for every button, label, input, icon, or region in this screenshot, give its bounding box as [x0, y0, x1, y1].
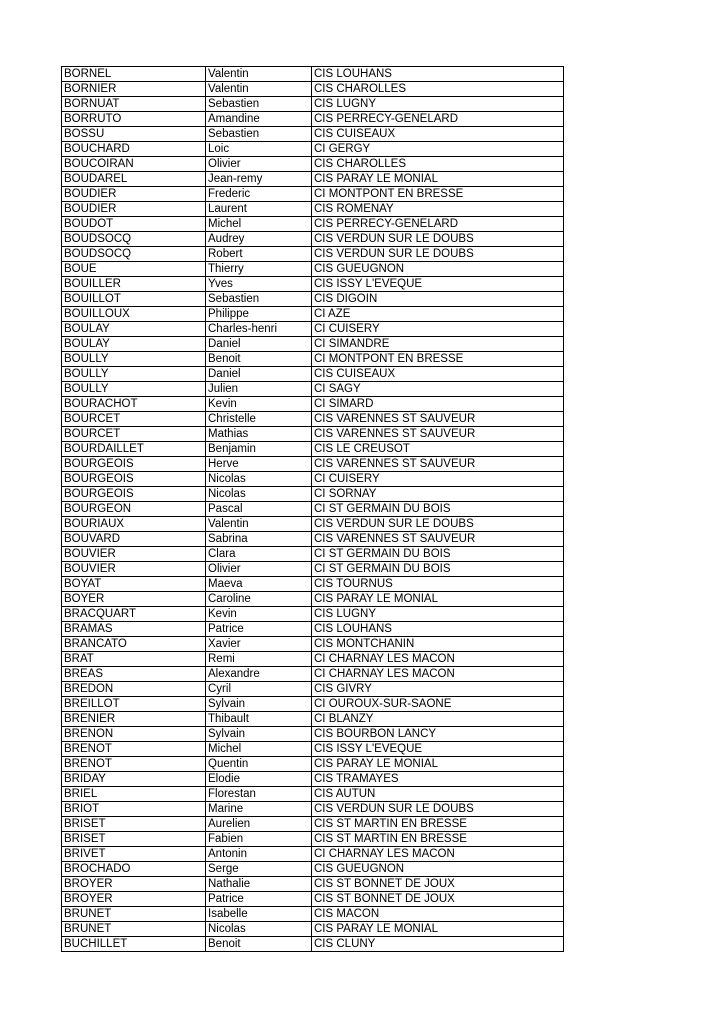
table-row	[62, 217, 564, 232]
fire-station-cell: CI GERGY	[312, 142, 564, 157]
table-row	[62, 622, 564, 637]
last-name-cell: BORNEL	[62, 67, 206, 82]
table-row	[62, 817, 564, 832]
first-name-cell: Serge	[206, 862, 312, 877]
table-row	[62, 352, 564, 367]
last-name-cell: BROYER	[62, 877, 206, 892]
last-name-cell: BOURACHOT	[62, 397, 206, 412]
last-name-cell: BRUNET	[62, 922, 206, 937]
last-name-cell: BOUDIER	[62, 187, 206, 202]
last-name-cell: BRUNET	[62, 907, 206, 922]
first-name-cell: Alexandre	[206, 667, 312, 682]
fire-station-cell: CIS ROMENAY	[312, 202, 564, 217]
table-row	[62, 412, 564, 427]
first-name-cell: Nicolas	[206, 472, 312, 487]
fire-station-cell: CIS PERRECY-GENELARD	[312, 217, 564, 232]
last-name-cell: BRIEL	[62, 787, 206, 802]
fire-station-cell: CIS ST MARTIN EN BRESSE	[312, 817, 564, 832]
last-name-cell: BOUDIER	[62, 202, 206, 217]
last-name-cell: BOURCET	[62, 427, 206, 442]
last-name-cell: BRISET	[62, 832, 206, 847]
first-name-cell: Daniel	[206, 367, 312, 382]
first-name-cell: Sabrina	[206, 532, 312, 547]
fire-station-cell: CIS VARENNES ST SAUVEUR	[312, 412, 564, 427]
first-name-cell: Valentin	[206, 67, 312, 82]
last-name-cell: BRANCATO	[62, 637, 206, 652]
table-row	[62, 547, 564, 562]
last-name-cell: BOUDSOCQ	[62, 232, 206, 247]
fire-station-cell: CIS BOURBON LANCY	[312, 727, 564, 742]
table-row	[62, 787, 564, 802]
first-name-cell: Michel	[206, 217, 312, 232]
table-row	[62, 457, 564, 472]
first-name-cell: Charles-henri	[206, 322, 312, 337]
first-name-cell: Patrice	[206, 892, 312, 907]
first-name-cell: Olivier	[206, 562, 312, 577]
first-name-cell: Florestan	[206, 787, 312, 802]
table-row	[62, 517, 564, 532]
table-row	[62, 67, 564, 82]
table-row	[62, 757, 564, 772]
fire-station-cell: CIS LOUHANS	[312, 67, 564, 82]
last-name-cell: BOUDSOCQ	[62, 247, 206, 262]
last-name-cell: BRENOT	[62, 757, 206, 772]
table-row	[62, 472, 564, 487]
last-name-cell: BOURGEON	[62, 502, 206, 517]
table-row	[62, 112, 564, 127]
first-name-cell: Pascal	[206, 502, 312, 517]
first-name-cell: Julien	[206, 382, 312, 397]
table-row	[62, 727, 564, 742]
fire-station-cell: CI CUISERY	[312, 472, 564, 487]
first-name-cell: Philippe	[206, 307, 312, 322]
fire-station-cell: CIS MACON	[312, 907, 564, 922]
first-name-cell: Sebastien	[206, 97, 312, 112]
last-name-cell: BOURCET	[62, 412, 206, 427]
table-row	[62, 97, 564, 112]
table-row	[62, 712, 564, 727]
fire-station-cell: CIS VARENNES ST SAUVEUR	[312, 532, 564, 547]
fire-station-cell: CI MONTPONT EN BRESSE	[312, 187, 564, 202]
table-row	[62, 382, 564, 397]
table-row	[62, 937, 564, 952]
fire-station-cell: CIS CUISEAUX	[312, 127, 564, 142]
fire-station-cell: CI ST GERMAIN DU BOIS	[312, 502, 564, 517]
fire-station-cell: CI ST GERMAIN DU BOIS	[312, 547, 564, 562]
fire-station-cell: CIS PARAY LE MONIAL	[312, 172, 564, 187]
fire-station-cell: CIS VARENNES ST SAUVEUR	[312, 457, 564, 472]
table-row	[62, 367, 564, 382]
table-row	[62, 922, 564, 937]
fire-station-cell: CI CHARNAY LES MACON	[312, 847, 564, 862]
last-name-cell: BRIOT	[62, 802, 206, 817]
table-row	[62, 862, 564, 877]
fire-station-cell: CIS LUGNY	[312, 607, 564, 622]
fire-station-cell: CIS MONTCHANIN	[312, 637, 564, 652]
table-row	[62, 442, 564, 457]
roster-table-body	[62, 67, 564, 952]
first-name-cell: Nicolas	[206, 487, 312, 502]
table-row	[62, 157, 564, 172]
last-name-cell: BORRUTO	[62, 112, 206, 127]
fire-station-cell: CIS TRAMAYES	[312, 772, 564, 787]
first-name-cell: Fabien	[206, 832, 312, 847]
first-name-cell: Remi	[206, 652, 312, 667]
fire-station-cell: CIS CHAROLLES	[312, 82, 564, 97]
first-name-cell: Marine	[206, 802, 312, 817]
fire-station-cell: CIS GIVRY	[312, 682, 564, 697]
first-name-cell: Laurent	[206, 202, 312, 217]
last-name-cell: BOURGEOIS	[62, 472, 206, 487]
first-name-cell: Thierry	[206, 262, 312, 277]
fire-station-cell: CI SAGY	[312, 382, 564, 397]
last-name-cell: BOULLY	[62, 352, 206, 367]
table-row	[62, 397, 564, 412]
table-row	[62, 562, 564, 577]
fire-station-cell: CIS VERDUN SUR LE DOUBS	[312, 232, 564, 247]
fire-station-cell: CIS ISSY L'EVEQUE	[312, 277, 564, 292]
last-name-cell: BOUILLOT	[62, 292, 206, 307]
first-name-cell: Michel	[206, 742, 312, 757]
first-name-cell: Maeva	[206, 577, 312, 592]
first-name-cell: Nathalie	[206, 877, 312, 892]
last-name-cell: BRACQUART	[62, 607, 206, 622]
first-name-cell: Sebastien	[206, 127, 312, 142]
fire-station-cell: CIS DIGOIN	[312, 292, 564, 307]
last-name-cell: BOYAT	[62, 577, 206, 592]
first-name-cell: Valentin	[206, 517, 312, 532]
table-row	[62, 577, 564, 592]
first-name-cell: Patrice	[206, 622, 312, 637]
fire-station-cell: CIS ST BONNET DE JOUX	[312, 877, 564, 892]
table-row	[62, 502, 564, 517]
fire-station-cell: CI BLANZY	[312, 712, 564, 727]
first-name-cell: Isabelle	[206, 907, 312, 922]
first-name-cell: Benoit	[206, 352, 312, 367]
fire-station-cell: CI SIMARD	[312, 397, 564, 412]
table-row	[62, 697, 564, 712]
fire-station-cell: CIS GUEUGNON	[312, 862, 564, 877]
first-name-cell: Sylvain	[206, 727, 312, 742]
first-name-cell: Frederic	[206, 187, 312, 202]
last-name-cell: BOURGEOIS	[62, 487, 206, 502]
first-name-cell: Quentin	[206, 757, 312, 772]
first-name-cell: Cyril	[206, 682, 312, 697]
last-name-cell: BROCHADO	[62, 862, 206, 877]
last-name-cell: BOUVARD	[62, 532, 206, 547]
first-name-cell: Daniel	[206, 337, 312, 352]
first-name-cell: Sebastien	[206, 292, 312, 307]
last-name-cell: BOUVIER	[62, 562, 206, 577]
first-name-cell: Valentin	[206, 82, 312, 97]
last-name-cell: BOULLY	[62, 382, 206, 397]
first-name-cell: Clara	[206, 547, 312, 562]
fire-station-cell: CIS GUEUGNON	[312, 262, 564, 277]
last-name-cell: BRENOT	[62, 742, 206, 757]
fire-station-cell: CIS VARENNES ST SAUVEUR	[312, 427, 564, 442]
last-name-cell: BRISET	[62, 817, 206, 832]
last-name-cell: BOULAY	[62, 322, 206, 337]
last-name-cell: BOSSU	[62, 127, 206, 142]
last-name-cell: BUCHILLET	[62, 937, 206, 952]
table-row	[62, 487, 564, 502]
fire-station-cell: CIS CLUNY	[312, 937, 564, 952]
first-name-cell: Xavier	[206, 637, 312, 652]
first-name-cell: Robert	[206, 247, 312, 262]
fire-station-cell: CI CHARNAY LES MACON	[312, 652, 564, 667]
fire-station-cell: CIS PARAY LE MONIAL	[312, 592, 564, 607]
table-row	[62, 847, 564, 862]
first-name-cell: Loic	[206, 142, 312, 157]
table-row	[62, 802, 564, 817]
table-row	[62, 667, 564, 682]
last-name-cell: BORNIER	[62, 82, 206, 97]
table-row	[62, 772, 564, 787]
last-name-cell: BREILLOT	[62, 697, 206, 712]
last-name-cell: BRAMAS	[62, 622, 206, 637]
first-name-cell: Olivier	[206, 157, 312, 172]
last-name-cell: BREAS	[62, 667, 206, 682]
fire-station-cell: CIS VERDUN SUR LE DOUBS	[312, 802, 564, 817]
table-row	[62, 172, 564, 187]
table-row	[62, 307, 564, 322]
first-name-cell: Benjamin	[206, 442, 312, 457]
table-row	[62, 202, 564, 217]
last-name-cell: BOULAY	[62, 337, 206, 352]
table-row	[62, 877, 564, 892]
table-row	[62, 127, 564, 142]
last-name-cell: BROYER	[62, 892, 206, 907]
table-row	[62, 82, 564, 97]
last-name-cell: BRENIER	[62, 712, 206, 727]
table-row	[62, 742, 564, 757]
first-name-cell: Kevin	[206, 397, 312, 412]
fire-station-cell: CI SIMANDRE	[312, 337, 564, 352]
last-name-cell: BOUCOIRAN	[62, 157, 206, 172]
fire-station-cell: CI AZE	[312, 307, 564, 322]
last-name-cell: BRENON	[62, 727, 206, 742]
table-row	[62, 892, 564, 907]
table-row	[62, 322, 564, 337]
fire-station-cell: CIS VERDUN SUR LE DOUBS	[312, 517, 564, 532]
fire-station-cell: CI CHARNAY LES MACON	[312, 667, 564, 682]
first-name-cell: Mathias	[206, 427, 312, 442]
fire-station-cell: CIS ST MARTIN EN BRESSE	[312, 832, 564, 847]
roster-table	[61, 66, 564, 952]
fire-station-cell: CIS PARAY LE MONIAL	[312, 922, 564, 937]
fire-station-cell: CIS LOUHANS	[312, 622, 564, 637]
first-name-cell: Aurelien	[206, 817, 312, 832]
first-name-cell: Elodie	[206, 772, 312, 787]
last-name-cell: BRAT	[62, 652, 206, 667]
table-row	[62, 262, 564, 277]
last-name-cell: BREDON	[62, 682, 206, 697]
fire-station-cell: CIS ISSY L'EVEQUE	[312, 742, 564, 757]
table-row	[62, 187, 564, 202]
last-name-cell: BOURIAUX	[62, 517, 206, 532]
last-name-cell: BOURGEOIS	[62, 457, 206, 472]
last-name-cell: BOURDAILLET	[62, 442, 206, 457]
first-name-cell: Yves	[206, 277, 312, 292]
first-name-cell: Amandine	[206, 112, 312, 127]
first-name-cell: Nicolas	[206, 922, 312, 937]
table-row	[62, 232, 564, 247]
fire-station-cell: CIS LUGNY	[312, 97, 564, 112]
fire-station-cell: CIS PARAY LE MONIAL	[312, 757, 564, 772]
fire-station-cell: CIS PERRECY-GENELARD	[312, 112, 564, 127]
first-name-cell: Jean-remy	[206, 172, 312, 187]
table-row	[62, 142, 564, 157]
first-name-cell: Thibault	[206, 712, 312, 727]
table-row	[62, 247, 564, 262]
fire-station-cell: CIS CHAROLLES	[312, 157, 564, 172]
first-name-cell: Herve	[206, 457, 312, 472]
last-name-cell: BOUDOT	[62, 217, 206, 232]
last-name-cell: BOULLY	[62, 367, 206, 382]
table-row	[62, 607, 564, 622]
table-row	[62, 337, 564, 352]
last-name-cell: BOUILLOUX	[62, 307, 206, 322]
fire-station-cell: CI MONTPONT EN BRESSE	[312, 352, 564, 367]
first-name-cell: Sylvain	[206, 697, 312, 712]
table-row	[62, 532, 564, 547]
table-row	[62, 427, 564, 442]
first-name-cell: Caroline	[206, 592, 312, 607]
last-name-cell: BOUILLER	[62, 277, 206, 292]
fire-station-cell: CI CUISERY	[312, 322, 564, 337]
last-name-cell: BOUDAREL	[62, 172, 206, 187]
first-name-cell: Kevin	[206, 607, 312, 622]
last-name-cell: BOUCHARD	[62, 142, 206, 157]
table-row	[62, 592, 564, 607]
last-name-cell: BOYER	[62, 592, 206, 607]
first-name-cell: Antonin	[206, 847, 312, 862]
fire-station-cell: CIS AUTUN	[312, 787, 564, 802]
last-name-cell: BOUE	[62, 262, 206, 277]
fire-station-cell: CIS TOURNUS	[312, 577, 564, 592]
fire-station-cell: CIS LE CREUSOT	[312, 442, 564, 457]
table-row	[62, 637, 564, 652]
fire-station-cell: CIS VERDUN SUR LE DOUBS	[312, 247, 564, 262]
fire-station-cell: CI OUROUX-SUR-SAONE	[312, 697, 564, 712]
table-row	[62, 292, 564, 307]
fire-station-cell: CI SORNAY	[312, 487, 564, 502]
table-row	[62, 682, 564, 697]
table-row	[62, 277, 564, 292]
fire-station-cell: CIS CUISEAUX	[312, 367, 564, 382]
table-row	[62, 907, 564, 922]
first-name-cell: Christelle	[206, 412, 312, 427]
first-name-cell: Benoit	[206, 937, 312, 952]
table-row	[62, 652, 564, 667]
table-row	[62, 832, 564, 847]
last-name-cell: BOUVIER	[62, 547, 206, 562]
fire-station-cell: CIS ST BONNET DE JOUX	[312, 892, 564, 907]
fire-station-cell: CI ST GERMAIN DU BOIS	[312, 562, 564, 577]
last-name-cell: BRIVET	[62, 847, 206, 862]
last-name-cell: BORNUAT	[62, 97, 206, 112]
last-name-cell: BRIDAY	[62, 772, 206, 787]
first-name-cell: Audrey	[206, 232, 312, 247]
